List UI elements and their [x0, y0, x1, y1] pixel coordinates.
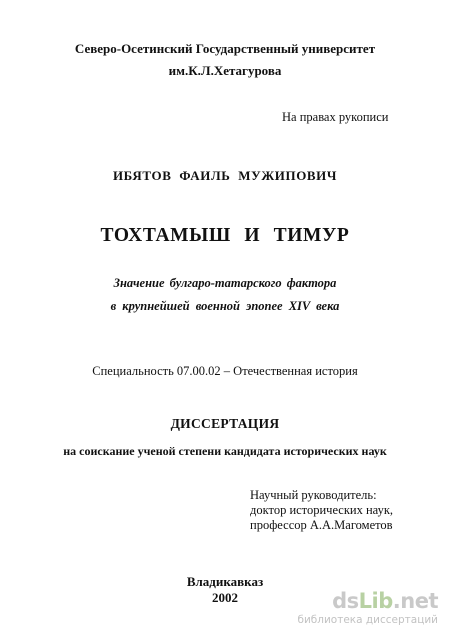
advisor-label: Научный руководитель: [250, 488, 377, 502]
author-name: ИБЯТОВ ФАИЛЬ МУЖИПОВИЧ [112, 168, 338, 183]
advisor-degree: доктор исторических наук, [250, 503, 394, 517]
dslib-logo [332, 589, 438, 613]
dissertation-heading: ДИССЕРТАЦИЯ [170, 416, 280, 431]
subtitle-line-1: Значение булгаро-татарского фактора [113, 276, 337, 290]
dslib-watermark [297, 589, 438, 629]
year: 2002 [212, 590, 238, 605]
university-name: Северо-Осетинский Государственный университет [74, 41, 376, 56]
university-namesake: им.К.Л.Хетагурова [168, 63, 282, 78]
city: Владикавказ [186, 574, 264, 589]
dissertation-title: ТОХТАМЫШ И ТИМУР [100, 225, 350, 246]
logo-part-lib: Lib [358, 589, 393, 613]
subtitle-line-2: в крупнейшей военной эпопее XIV века [110, 299, 340, 313]
specialty: Специальность 07.00.02 – Отечественная история [92, 364, 358, 378]
manuscript-note: На правах рукописи [282, 110, 389, 124]
logo-part-net: .net [392, 589, 438, 613]
advisor-name: профессор А.А.Магометов [250, 518, 393, 532]
logo-part-ds: ds [332, 589, 359, 613]
watermark-subtitle: библиотека диссертаций [297, 614, 438, 626]
dissertation-purpose: на соискание ученой степени кандидата исторических наук [63, 444, 387, 458]
